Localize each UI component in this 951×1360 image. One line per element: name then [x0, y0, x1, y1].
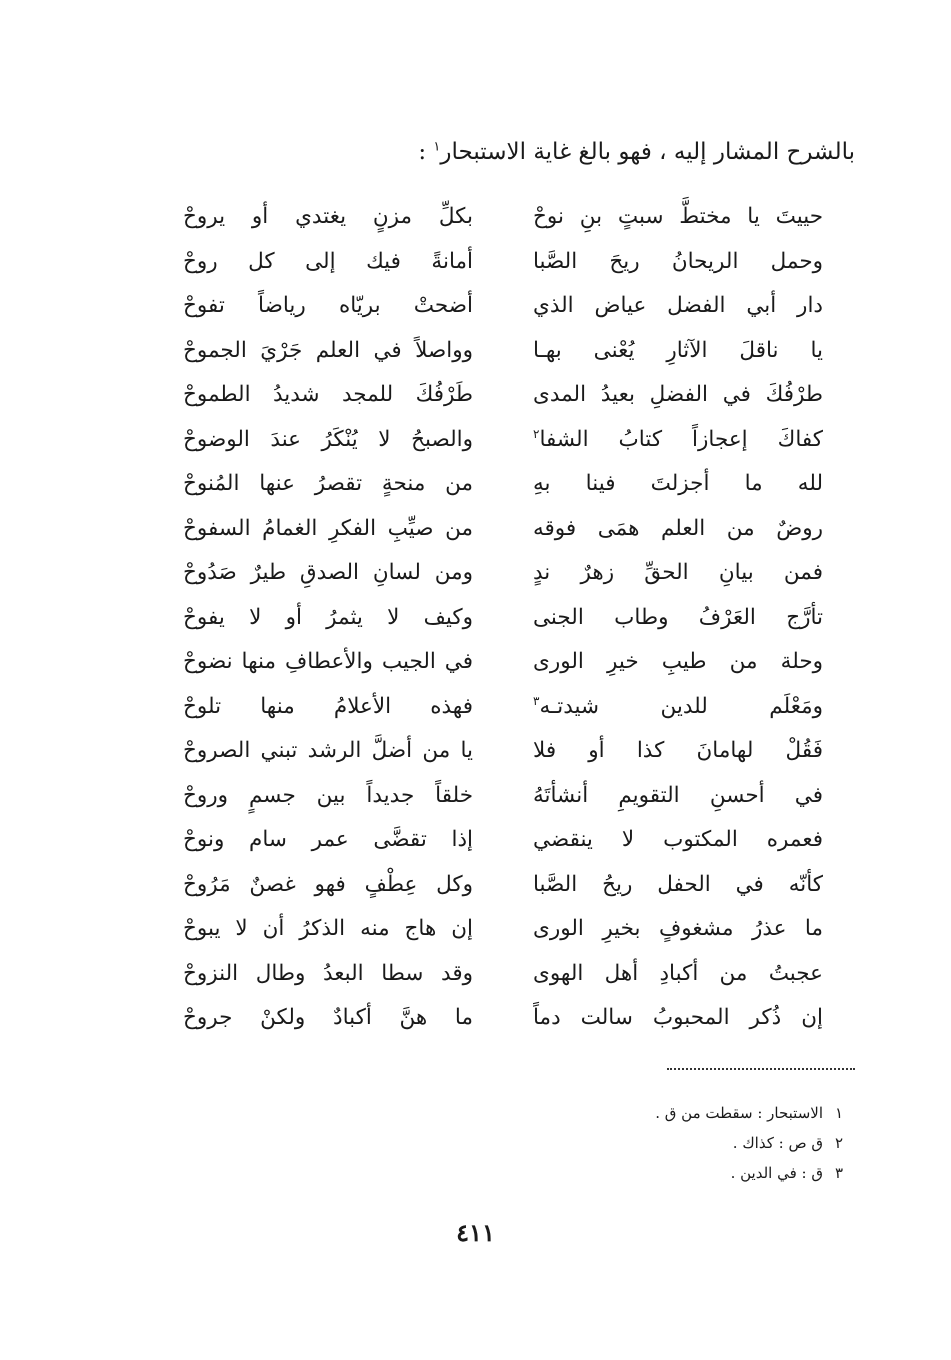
- verse-second-hemistich: والصبحُ لا يُنْكَرُ عندَ الوضوحْ: [183, 426, 473, 452]
- footnote-text: ق ص : كذاك .: [732, 1134, 823, 1152]
- footnote-divider: [667, 1068, 855, 1070]
- verse-second-hemistich: وقد سطا البعدُ وطال النزوحْ: [183, 960, 473, 986]
- verse-first-hemistich: فَقُلْ لهامانَ كذا أو فلا: [533, 738, 823, 763]
- verse: [183, 996, 823, 1040]
- verse-second-hemistich: فهذه الأعلامُ منها تلوحْ: [183, 693, 473, 719]
- footnote-number: ١: [834, 1104, 843, 1122]
- verse-second-hemistich: بكلِّ مزنٍ يغتدي أو يروحْ: [183, 204, 473, 229]
- footnote-text: الاستبحار : سقطت من ق .: [655, 1104, 823, 1122]
- footnote-text: ق : في الدين .: [730, 1164, 823, 1182]
- verse-second-hemistich: خلقاً جديداً بين جسمٍ وروحْ: [183, 782, 473, 808]
- verse-second-hemistich: وواصلاً في العلم جَرْيَ الجموحْ: [183, 337, 473, 363]
- verse: [183, 195, 823, 239]
- verse: [183, 551, 823, 595]
- page-number: ٤١١: [456, 1218, 495, 1247]
- verse-second-hemistich: إذا تقضَّى عمر سام ونوحْ: [183, 827, 473, 852]
- verse-first-hemistich: [533, 685, 823, 729]
- verse-first-hemistich: فمن بيانِ الحقِّ زهرٌ ندٍ: [533, 560, 823, 585]
- verse-first-hemistich: ما عذرُ مشغوفٍ بخيرِ الورى: [533, 916, 823, 941]
- verse-second-hemistich: إن هاج منه الذكرُ أن لا يبوحْ: [183, 916, 473, 941]
- verse: [183, 329, 823, 373]
- verse-second-hemistich: وكيف لا يثمرُ أو لا يفوحْ: [183, 604, 473, 630]
- hemistich-text: ومَعْلَم للدين شيدتـه: [539, 693, 823, 719]
- footnote-number: ٢: [834, 1134, 843, 1152]
- verse-second-hemistich: من منحةٍ تقصرُ عنها المُنوحْ: [183, 471, 473, 496]
- verse-first-hemistich: عجبتُ من أكبادِ أهل الهوى: [533, 960, 823, 986]
- verse: [183, 729, 823, 773]
- verse-first-hemistich: طرْفُكَ في الفضلِ بعيدُ المدى: [533, 382, 823, 407]
- footnote-ref-2: ٢: [533, 426, 540, 441]
- verse-first-hemistich: روضٌ من العلم همَى فوقه: [533, 515, 823, 541]
- verse: [183, 462, 823, 506]
- verse-first-hemistich: وحمل الريحانُ ريحَ الصَّبا: [533, 248, 823, 274]
- verse-first-hemistich: لله ما أجزلتَ فينا بهِ: [533, 471, 823, 496]
- verse: [183, 240, 823, 284]
- footnote: [443, 1128, 843, 1158]
- verse-second-hemistich: أمانةً فيك إلى كل روحْ: [183, 248, 473, 274]
- verse: [183, 952, 823, 996]
- verse: [183, 596, 823, 640]
- footnote-ref-1: ١: [433, 139, 441, 155]
- verse: [183, 507, 823, 551]
- verse-second-hemistich: أضحتْ بريّاه رياضاً تفوحْ: [183, 293, 473, 318]
- verse-first-hemistich: في أحسنِ التقويمِ أنشأتَهُ: [533, 782, 823, 808]
- verse-first-hemistich: فعمره المكتوب لا ينقضي: [533, 827, 823, 852]
- verse-second-hemistich: يا من أضلَّ الرشد تبني الصروحْ: [183, 738, 473, 763]
- verse-first-hemistich: تأرَّج العَرْفُ وطاب الجنى: [533, 604, 823, 630]
- verse-second-hemistich: في الجيب والأعطافِ منها نضوحْ: [183, 649, 473, 674]
- verse: [183, 774, 823, 818]
- footnotes: [443, 1098, 843, 1188]
- intro-text: بالشرح المشار إليه ، فهو بالغ غاية الاستبحار: [440, 139, 855, 165]
- verse: [183, 373, 823, 417]
- verse-first-hemistich: [533, 418, 823, 462]
- verse-first-hemistich: حييتَ يا مختطَّ سبتٍ بنِ نوحْ: [533, 204, 823, 229]
- verse-second-hemistich: ومن لسانِ الصدقِ طيرٌ صَدُوحْ: [183, 560, 473, 585]
- intro-line: [95, 135, 855, 170]
- verse: [183, 685, 823, 729]
- verse-first-hemistich: وحلة من طيبِ خيرِ الورى: [533, 649, 823, 674]
- verse-second-hemistich: وكل عِطْفٍ فهو غصنٌ مَرُوحْ: [183, 871, 473, 897]
- verse-second-hemistich: طَرْفُكَ للمجد شديدُ الطموحْ: [183, 382, 473, 407]
- verse: [183, 640, 823, 684]
- verse-second-hemistich: ما هنَّ أكبادٌ ولكنْ جروحْ: [183, 1005, 473, 1030]
- verse-first-hemistich: كأنّه في الحفل ريحُ الصَّبا: [533, 871, 823, 897]
- verse: [183, 907, 823, 951]
- footnote-number: ٣: [834, 1164, 843, 1182]
- verse-first-hemistich: إن ذُكر المحبوبُ سالت دماً: [533, 1005, 823, 1030]
- verse-first-hemistich: دار أبي الفضل عياض الذي: [533, 293, 823, 318]
- verse-second-hemistich: من صيِّبِ الفكرِ الغمامُ السفوحْ: [183, 515, 473, 541]
- intro-tail: :: [418, 139, 434, 165]
- footnote: [443, 1158, 843, 1188]
- verse-first-hemistich: يا ناقلَ الآثارِ يُعْنى بهـا: [533, 337, 823, 363]
- hemistich-text: كفاكَ إعجازاً كتابُ الشفا: [539, 426, 823, 452]
- verse: [183, 863, 823, 907]
- verse: [183, 818, 823, 862]
- footnote: [443, 1098, 843, 1128]
- verse: [183, 284, 823, 328]
- verse: [183, 418, 823, 462]
- poem: [183, 195, 823, 1045]
- footnote-ref-3: ٣: [533, 693, 540, 708]
